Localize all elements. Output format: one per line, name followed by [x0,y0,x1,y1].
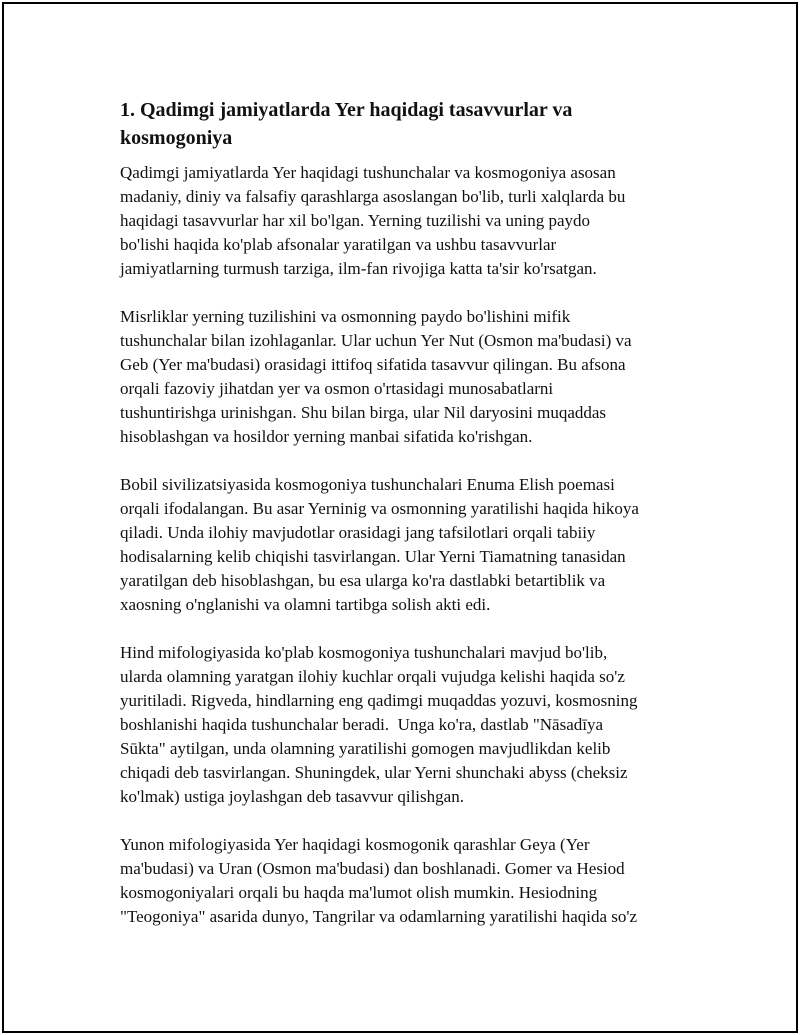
section-heading: 1. Qadimgi jamiyatlarda Yer haqidagi tasavvurlar va kosmogoniya [120,99,573,149]
paragraph-babylon: Bobil sivilizatsiyasida kosmogoniya tushunchalari Enuma Elish poemasi orqali ifodalangan. Bu asar Yerninig va osmonning yaratilishi haqida hikoya qiladi. Unda ilohiy mavjudotlar orasidagi jang tafsilotlari orqali tabiiy hodisalarning kelib chiqishi tasvirlangan. Ular Yerni Tiamatning tanasidan yaratilgan deb hisoblashgan, bu esa ularga ko'ra dastlabki betartiblik va xaosning o'nglanishi va olamni tartibga solish akti edi. [120,475,639,614]
paragraph-intro: Qadimgi jamiyatlarda Yer haqidagi tushunchalar va kosmogoniya asosan madaniy, diniy va falsafiy qarashlarga asoslangan bo'lib, turli xalqlarda bu haqidagi tasavvurlar har xil bo'lgan. Yerning tuzilishi va uning paydo bo'lishi haqida ko'plab afsonalar yaratilgan va ushbu tasavvurlar jamiyatlarning turmush tarziga, ilm-fan rivojiga katta ta'sir ko'rsatgan. [120,163,626,278]
paragraph-greece: Yunon mifologiyasida Yer haqidagi kosmogonik qarashlar Geya (Yer ma'budasi) va Uran (Osmon ma'budasi) dan boshlanadi. Gomer va Hesiod kosmogoniyalari orqali bu haqda ma'lumot olish mumkin. Hesiodning "Teogoniya" asarida dunyo, Tangrilar va odamlarning yaratilishi haqida so'z [120,835,638,926]
document-body [120,96,700,953]
paragraph-india: Hind mifologiyasida ko'plab kosmogoniya tushunchalari mavjud bo'lib, ularda olamning yaratgan ilohiy kuchlar orqali vujudga kelishi haqida so'z yuritiladi. Rigveda, hindlarning eng qadimgi muqaddas yozuvi, kosmosning boshlanishi haqida tushunchalar beradi. Unga ko'ra, dastlab "Nāsadīya Sūkta" aytilgan, unda olamning yaratilishi gomogen mavjudlikdan kelib chiqadi deb tasvirlangan. Shuningdek, ular Yerni shunchaki abyss (cheksiz ko'lmak) ustiga joylashgan deb tasavvur qilishgan. [120,643,638,806]
paragraph-egypt: Misrliklar yerning tuzilishini va osmonning paydo bo'lishini mifik tushunchalar bilan izohlaganlar. Ular uchun Yer Nut (Osmon ma'budasi) va Geb (Yer ma'budasi) orasidagi ittifoq sifatida tasavvur qilingan. Bu afsona orqali fazoviy jihatdan yer va osmon o'rtasidagi munosabatlarni tushuntirishga urinishgan. Shu bilan birga, ular Nil daryosini muqaddas hisoblashgan va hosildor yerning manbai sifatida ko'rishgan. [120,307,632,446]
document-page [2,2,798,1033]
